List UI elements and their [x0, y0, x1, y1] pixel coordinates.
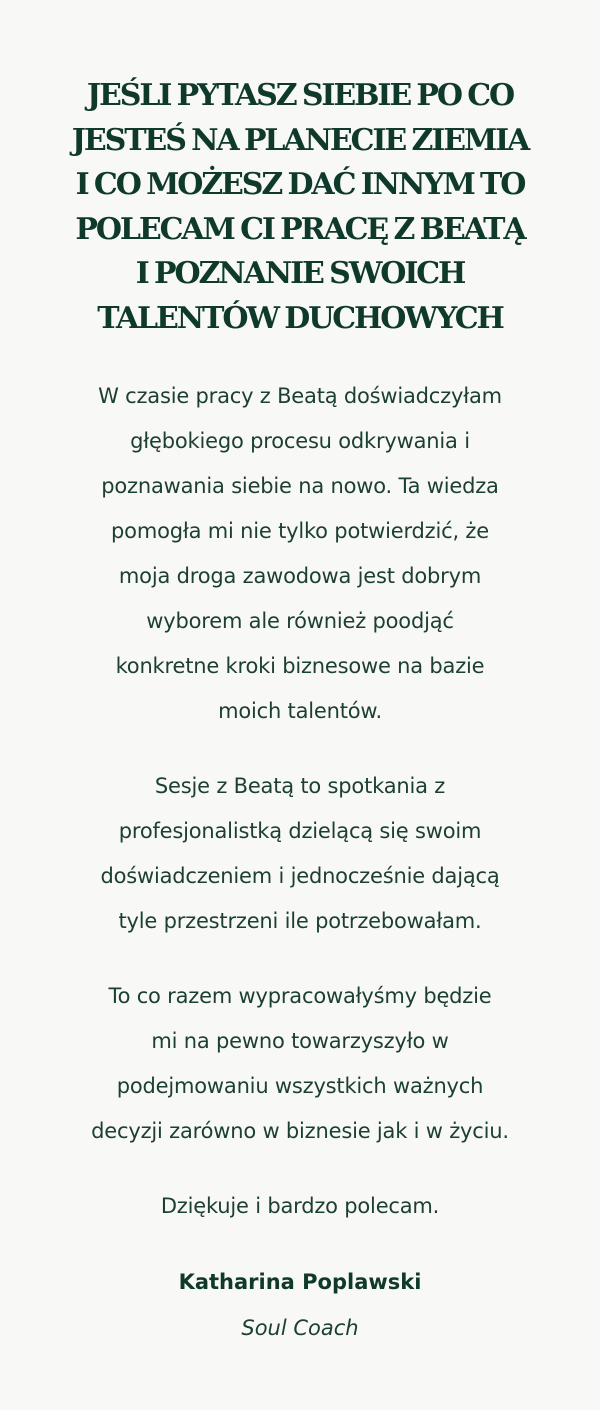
headline-line: TALENTÓW DUCHOWYCH	[97, 300, 503, 336]
paragraph-line: To co razem wypracowałyśmy będzie	[108, 984, 492, 1008]
paragraph-line: konkretne kroki biznesowe na bazie	[115, 654, 485, 678]
testimonial-paragraph-3	[40, 974, 560, 1154]
testimonial-closing-line	[40, 1184, 560, 1229]
paragraph-line: pomogła mi nie tylko potwierdzić, że	[111, 519, 489, 543]
headline-line: POLECAM CI PRACĘ Z BEATĄ	[75, 211, 525, 247]
paragraph-line: moja droga zawodowa jest dobrym	[118, 564, 482, 588]
headline-line: I CO MOŻESZ DAĆ INNYM TO	[75, 167, 525, 202]
author-name: Katharina Poplawski	[178, 1270, 422, 1294]
paragraph-line: podejmowaniu wszystkich ważnych	[116, 1074, 484, 1098]
paragraph-line: decyzji zarówno w biznesie jak i w życiu.	[91, 1119, 509, 1143]
paragraph-line: tyle przestrzeni ile potrzebowałam.	[118, 909, 482, 933]
testimonial-paragraph-2	[40, 764, 560, 944]
paragraph-line: mi na pewno towarzyszyło w	[151, 1029, 449, 1053]
paragraph-line: poznawania siebie na nowo. Ta wiedza	[101, 474, 499, 498]
author-role: Soul Coach	[241, 1316, 359, 1340]
testimonial-headline	[40, 74, 560, 341]
headline-line: JEŚLI PYTASZ SIEBIE PO CO	[86, 78, 514, 113]
headline-line: JESTEŚ NA PLANECIE ZIEMIA	[71, 122, 529, 158]
paragraph-line: W czasie pracy z Beatą doświadczyłam	[98, 384, 502, 408]
paragraph-line: Dziękuje i bardzo polecam.	[160, 1194, 440, 1218]
paragraph-line: wyborem ale również poodjąć	[146, 609, 454, 633]
paragraph-line: głębokiego procesu odkrywania i	[130, 429, 470, 453]
paragraph-line: moich talentów.	[218, 699, 382, 723]
testimonial-paragraph-1	[40, 374, 560, 734]
paragraph-line: doświadczeniem i jednocześnie dającą	[100, 864, 500, 888]
headline-line: I POZNANIE SWOICH	[135, 256, 465, 291]
paragraph-line: profesjonalistką dzielącą się swoim	[118, 819, 482, 843]
paragraph-line: Sesje z Beatą to spotkania z	[154, 774, 446, 798]
